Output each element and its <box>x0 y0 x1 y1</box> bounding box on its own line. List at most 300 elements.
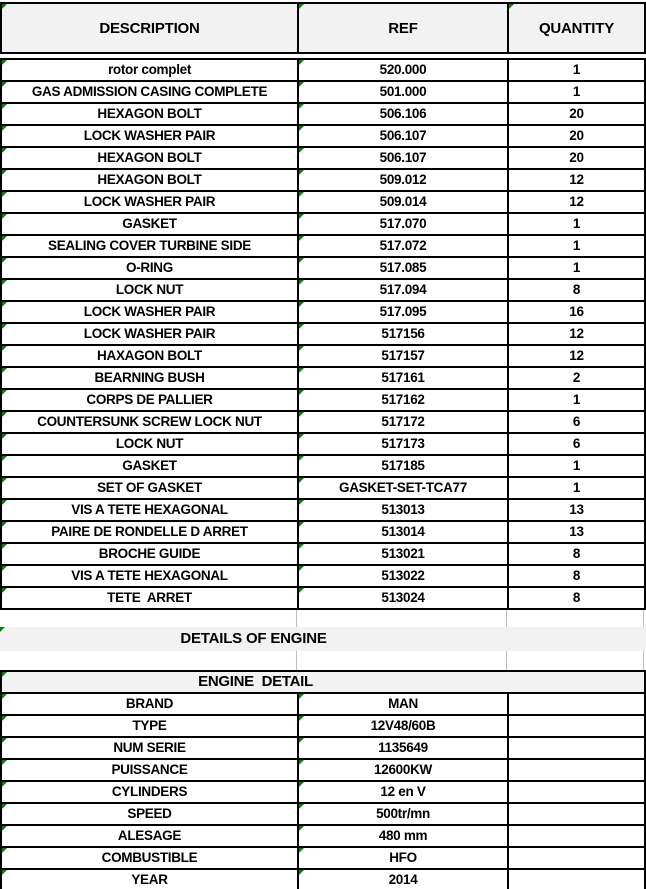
cell-error-indicator-icon <box>509 4 514 9</box>
cell-error-indicator-icon <box>2 148 7 153</box>
table-row <box>1 257 645 279</box>
cell-error-indicator-icon <box>2 346 7 351</box>
ref-text: 509.012 <box>379 172 427 187</box>
description-cell[interactable] <box>1 301 298 323</box>
engine-empty-cell[interactable] <box>508 715 645 737</box>
engine-value-cell[interactable] <box>298 825 508 847</box>
engine-label-text: COMBUSTIBLE <box>101 850 198 865</box>
ref-cell[interactable] <box>298 125 508 147</box>
description-text: COUNTERSUNK SCREW LOCK NUT <box>37 414 262 429</box>
quantity-text: 20 <box>569 106 584 121</box>
engine-empty-cell[interactable] <box>508 803 645 825</box>
quantity-cell[interactable] <box>508 147 645 169</box>
ref-cell[interactable] <box>298 81 508 103</box>
gridline <box>643 610 644 627</box>
engine-label-cell[interactable] <box>1 803 298 825</box>
engine-value-cell[interactable] <box>298 715 508 737</box>
ref-text: 513014 <box>381 524 425 539</box>
description-text: PAIRE DE RONDELLE D ARRET <box>51 524 248 539</box>
ref-cell[interactable] <box>298 345 508 367</box>
ref-cell[interactable] <box>298 323 508 345</box>
ref-cell[interactable] <box>298 565 508 587</box>
cell-error-indicator-icon <box>2 104 7 109</box>
cell-error-indicator-icon <box>299 738 304 743</box>
quantity-cell[interactable] <box>508 477 645 499</box>
engine-value-text: 480 mm <box>378 828 428 843</box>
engine-label-text: NUM SERIE <box>113 740 186 755</box>
gridline <box>506 610 507 627</box>
engine-value-text: 12V48/60B <box>370 718 436 733</box>
quantity-text: 8 <box>572 568 581 583</box>
quantity-text: 8 <box>572 282 581 297</box>
header-cell-description[interactable] <box>1 3 298 53</box>
cell-error-indicator-icon <box>2 4 7 9</box>
quantity-cell[interactable] <box>508 565 645 587</box>
cell-error-indicator-icon <box>299 280 304 285</box>
quantity-text: 13 <box>569 524 584 539</box>
description-cell[interactable] <box>1 499 298 521</box>
engine-value-cell[interactable] <box>298 759 508 781</box>
cell-error-indicator-icon <box>2 566 7 571</box>
table-row <box>1 543 645 565</box>
engine-table-title-cell[interactable] <box>1 671 645 693</box>
ref-text: 517.070 <box>379 216 427 231</box>
cell-error-indicator-icon <box>299 716 304 721</box>
cell-error-indicator-icon <box>299 588 304 593</box>
quantity-cell[interactable] <box>508 103 645 125</box>
ref-cell[interactable] <box>298 279 508 301</box>
banner-title: DETAILS OF ENGINE <box>180 630 327 647</box>
table-row <box>1 191 645 213</box>
table-row <box>1 169 645 191</box>
engine-table-title-row <box>1 671 645 693</box>
ref-cell[interactable] <box>298 147 508 169</box>
ref-text: 517161 <box>381 370 425 385</box>
cell-error-indicator-icon <box>299 566 304 571</box>
engine-label-text: BRAND <box>125 696 174 711</box>
cell-error-indicator-icon <box>299 390 304 395</box>
quantity-cell[interactable] <box>508 125 645 147</box>
description-text: SET OF GASKET <box>97 480 202 495</box>
ref-cell[interactable] <box>298 543 508 565</box>
table-row <box>1 367 645 389</box>
table-row <box>1 103 645 125</box>
cell-error-indicator-icon <box>299 324 304 329</box>
cell-error-indicator-icon <box>299 804 304 809</box>
table-row <box>1 213 645 235</box>
cell-error-indicator-icon <box>2 126 7 131</box>
engine-label-cell[interactable] <box>1 693 298 715</box>
quantity-cell[interactable] <box>508 345 645 367</box>
description-cell[interactable] <box>1 279 298 301</box>
quantity-cell[interactable] <box>508 411 645 433</box>
ref-cell[interactable] <box>298 389 508 411</box>
engine-row <box>1 693 645 715</box>
table-row <box>1 389 645 411</box>
quantity-text: 6 <box>572 414 581 429</box>
description-cell[interactable] <box>1 565 298 587</box>
cell-error-indicator-icon <box>299 302 304 307</box>
engine-row <box>1 825 645 847</box>
engine-value-text: MAN <box>388 696 418 711</box>
description-cell[interactable] <box>1 235 298 257</box>
ref-cell[interactable] <box>298 235 508 257</box>
description-text: LOCK WASHER PAIR <box>83 194 216 209</box>
cell-error-indicator-icon <box>299 214 304 219</box>
engine-label-cell[interactable] <box>1 825 298 847</box>
gridline <box>643 651 644 670</box>
quantity-cell[interactable] <box>508 191 645 213</box>
engine-row <box>1 847 645 869</box>
table-row <box>1 125 645 147</box>
cell-error-indicator-icon <box>299 848 304 853</box>
cell-error-indicator-icon <box>299 500 304 505</box>
cell-error-indicator-icon <box>299 544 304 549</box>
grid-spacer-row <box>0 651 646 670</box>
ref-text: 517172 <box>381 414 425 429</box>
engine-empty-cell[interactable] <box>508 693 645 715</box>
cell-error-indicator-icon <box>299 522 304 527</box>
engine-value-text: HFO <box>389 850 417 865</box>
description-text: LOCK NUT <box>115 282 184 297</box>
cell-error-indicator-icon <box>299 82 304 87</box>
description-cell[interactable] <box>1 191 298 213</box>
cell-error-indicator-icon <box>299 760 304 765</box>
header-label: DESCRIPTION <box>99 19 200 37</box>
ref-text: 517.072 <box>379 238 427 253</box>
engine-empty-cell[interactable] <box>508 847 645 869</box>
quantity-cell[interactable] <box>508 257 645 279</box>
engine-label-cell[interactable] <box>1 715 298 737</box>
description-cell[interactable] <box>1 411 298 433</box>
cell-error-indicator-icon <box>2 434 7 439</box>
description-text: GASKET <box>122 216 177 231</box>
cell-error-indicator-icon <box>299 694 304 699</box>
description-cell[interactable] <box>1 103 298 125</box>
ref-text: 506.106 <box>379 106 427 121</box>
ref-text: 517185 <box>381 458 425 473</box>
cell-error-indicator-icon <box>2 500 7 505</box>
ref-cell[interactable] <box>298 477 508 499</box>
cell-error-indicator-icon <box>299 434 304 439</box>
quantity-text: 12 <box>569 326 584 341</box>
cell-error-indicator-icon <box>2 870 7 875</box>
quantity-text: 20 <box>569 150 584 165</box>
gridline <box>296 610 297 627</box>
cell-error-indicator-icon <box>299 456 304 461</box>
cell-error-indicator-icon <box>2 694 7 699</box>
table-row <box>1 301 645 323</box>
engine-row <box>1 781 645 803</box>
engine-label-cell[interactable] <box>1 737 298 759</box>
ref-cell[interactable] <box>298 367 508 389</box>
quantity-text: 1 <box>572 260 581 275</box>
cell-error-indicator-icon <box>299 60 304 65</box>
ref-cell[interactable] <box>298 499 508 521</box>
cell-error-indicator-icon <box>2 826 7 831</box>
ref-cell[interactable] <box>298 587 508 609</box>
cell-error-indicator-icon <box>2 588 7 593</box>
description-cell[interactable] <box>1 169 298 191</box>
description-cell[interactable] <box>1 455 298 477</box>
cell-error-indicator-icon <box>299 478 304 483</box>
quantity-text: 6 <box>572 436 581 451</box>
engine-empty-cell[interactable] <box>508 869 645 889</box>
engine-value-text: 500tr/mn <box>376 806 430 821</box>
ref-text: 501.000 <box>379 84 427 99</box>
ref-text: 517157 <box>381 348 425 363</box>
description-cell[interactable] <box>1 477 298 499</box>
description-text: HEXAGON BOLT <box>97 172 202 187</box>
ref-cell[interactable] <box>298 191 508 213</box>
quantity-text: 1 <box>572 480 581 495</box>
quantity-text: 20 <box>569 128 584 143</box>
engine-empty-cell[interactable] <box>508 825 645 847</box>
cell-error-indicator-icon <box>2 848 7 853</box>
cell-error-indicator-icon <box>299 782 304 787</box>
engine-row <box>1 737 645 759</box>
cell-error-indicator-icon <box>299 412 304 417</box>
table-row <box>1 235 645 257</box>
ref-text: 509.014 <box>379 194 427 209</box>
description-cell[interactable] <box>1 257 298 279</box>
engine-label-text: PUISSANCE <box>111 762 188 777</box>
cell-error-indicator-icon <box>2 258 7 263</box>
engine-row <box>1 715 645 737</box>
cell-error-indicator-icon <box>2 280 7 285</box>
quantity-text: 8 <box>572 590 581 605</box>
description-text: HEXAGON BOLT <box>97 150 202 165</box>
parts-table <box>0 58 646 610</box>
cell-error-indicator-icon <box>2 738 7 743</box>
ref-cell[interactable] <box>298 411 508 433</box>
quantity-text: 1 <box>572 84 581 99</box>
ref-text: GASKET-SET-TCA77 <box>339 480 467 495</box>
engine-row <box>1 803 645 825</box>
quantity-cell[interactable] <box>508 279 645 301</box>
parts-table-header <box>0 2 646 54</box>
ref-cell[interactable] <box>298 257 508 279</box>
quantity-text: 1 <box>572 238 581 253</box>
quantity-cell[interactable] <box>508 433 645 455</box>
ref-cell[interactable] <box>298 521 508 543</box>
ref-cell[interactable] <box>298 59 508 81</box>
quantity-cell[interactable] <box>508 59 645 81</box>
quantity-cell[interactable] <box>508 587 645 609</box>
header-label: REF <box>388 19 418 37</box>
table-row <box>1 59 645 81</box>
description-cell[interactable] <box>1 147 298 169</box>
table-row <box>1 433 645 455</box>
engine-table-title: ENGINE DETAIL <box>198 673 313 690</box>
quantity-cell[interactable] <box>508 455 645 477</box>
engine-label-cell[interactable] <box>1 781 298 803</box>
table-row <box>1 477 645 499</box>
engine-empty-cell[interactable] <box>508 781 645 803</box>
table-row <box>1 345 645 367</box>
quantity-text: 8 <box>572 546 581 561</box>
cell-error-indicator-icon <box>299 170 304 175</box>
quantity-cell[interactable] <box>508 235 645 257</box>
engine-value-cell[interactable] <box>298 737 508 759</box>
ref-cell[interactable] <box>298 433 508 455</box>
header-label: QUANTITY <box>538 19 615 37</box>
quantity-text: 1 <box>572 216 581 231</box>
quantity-cell[interactable] <box>508 389 645 411</box>
description-text: CORPS DE PALLIER <box>86 392 213 407</box>
description-cell[interactable] <box>1 81 298 103</box>
description-text: VIS A TETE HEXAGONAL <box>71 502 228 517</box>
cell-error-indicator-icon <box>299 258 304 263</box>
description-text: BEARNING BUSH <box>94 370 205 385</box>
cell-error-indicator-icon <box>2 60 7 65</box>
engine-label-text: CYLINDERS <box>111 784 188 799</box>
header-cell-ref[interactable] <box>298 3 508 53</box>
engine-row <box>1 759 645 781</box>
quantity-cell[interactable] <box>508 81 645 103</box>
description-text: O-RING <box>126 260 173 275</box>
description-cell[interactable] <box>1 367 298 389</box>
quantity-cell[interactable] <box>508 213 645 235</box>
cell-error-indicator-icon <box>2 412 7 417</box>
cell-error-indicator-icon <box>299 368 304 373</box>
description-cell[interactable] <box>1 59 298 81</box>
cell-error-indicator-icon <box>299 104 304 109</box>
cell-error-indicator-icon <box>299 4 304 9</box>
quantity-cell[interactable] <box>508 169 645 191</box>
cell-error-indicator-icon <box>2 368 7 373</box>
engine-label-text: TYPE <box>132 718 167 733</box>
description-text: HAXAGON BOLT <box>97 348 202 363</box>
ref-text: 517162 <box>381 392 425 407</box>
details-of-engine-banner[interactable] <box>0 627 646 651</box>
engine-value-cell[interactable] <box>298 693 508 715</box>
quantity-text: 16 <box>569 304 584 319</box>
table-row <box>1 587 645 609</box>
ref-text: 513024 <box>381 590 425 605</box>
table-row <box>1 411 645 433</box>
engine-value-cell[interactable] <box>298 847 508 869</box>
description-text: BROCHE GUIDE <box>98 546 201 561</box>
ref-cell[interactable] <box>298 301 508 323</box>
description-text: LOCK NUT <box>115 436 184 451</box>
cell-error-indicator-icon <box>2 456 7 461</box>
description-cell[interactable] <box>1 323 298 345</box>
description-text: SEALING COVER TURBINE SIDE <box>48 238 251 253</box>
engine-value-cell[interactable] <box>298 869 508 889</box>
ref-text: 520.000 <box>379 62 427 77</box>
description-cell[interactable] <box>1 345 298 367</box>
cell-error-indicator-icon <box>299 346 304 351</box>
description-cell[interactable] <box>1 389 298 411</box>
engine-label-text: ALESAGE <box>117 828 182 843</box>
cell-error-indicator-icon <box>299 826 304 831</box>
description-text: GAS ADMISSION CASING COMPLETE <box>31 84 268 99</box>
engine-label-cell[interactable] <box>1 869 298 889</box>
cell-error-indicator-icon <box>299 192 304 197</box>
engine-empty-cell[interactable] <box>508 759 645 781</box>
quantity-cell[interactable] <box>508 301 645 323</box>
quantity-cell[interactable] <box>508 543 645 565</box>
description-cell[interactable] <box>1 587 298 609</box>
table-row <box>1 279 645 301</box>
quantity-cell[interactable] <box>508 367 645 389</box>
cell-error-indicator-icon <box>299 236 304 241</box>
quantity-text: 1 <box>572 62 581 77</box>
engine-value-cell[interactable] <box>298 781 508 803</box>
cell-error-indicator-icon <box>2 192 7 197</box>
description-text: VIS A TETE HEXAGONAL <box>71 568 228 583</box>
description-text: LOCK WASHER PAIR <box>83 304 216 319</box>
table-row <box>1 81 645 103</box>
ref-cell[interactable] <box>298 169 508 191</box>
description-cell[interactable] <box>1 433 298 455</box>
ref-text: 506.107 <box>379 128 427 143</box>
gridline <box>296 651 297 670</box>
cell-error-indicator-icon <box>2 522 7 527</box>
engine-value-cell[interactable] <box>298 803 508 825</box>
quantity-text: 1 <box>572 392 581 407</box>
quantity-cell[interactable] <box>508 323 645 345</box>
header-cell-quantity[interactable] <box>508 3 645 53</box>
ref-text: 517.094 <box>379 282 427 297</box>
table-row <box>1 565 645 587</box>
engine-value-text: 2014 <box>388 872 418 887</box>
cell-error-indicator-icon <box>2 782 7 787</box>
cell-error-indicator-icon <box>2 170 7 175</box>
cell-error-indicator-icon <box>2 324 7 329</box>
description-cell[interactable] <box>1 543 298 565</box>
description-text: LOCK WASHER PAIR <box>83 326 216 341</box>
cell-error-indicator-icon <box>2 214 7 219</box>
quantity-text: 1 <box>572 458 581 473</box>
ref-cell[interactable] <box>298 213 508 235</box>
engine-row <box>1 869 645 889</box>
quantity-cell[interactable] <box>508 499 645 521</box>
description-cell[interactable] <box>1 213 298 235</box>
quantity-text: 12 <box>569 194 584 209</box>
gridline <box>506 651 507 670</box>
description-text: LOCK WASHER PAIR <box>83 128 216 143</box>
cell-error-indicator-icon <box>2 390 7 395</box>
engine-value-text: 12600KW <box>374 762 432 777</box>
description-text: GASKET <box>122 458 177 473</box>
cell-error-indicator-icon <box>2 302 7 307</box>
description-cell[interactable] <box>1 521 298 543</box>
cell-error-indicator-icon <box>2 760 7 765</box>
ref-text: 506.107 <box>379 150 427 165</box>
ref-cell[interactable] <box>298 455 508 477</box>
table-row <box>1 455 645 477</box>
quantity-text: 12 <box>569 172 584 187</box>
cell-error-indicator-icon <box>2 82 7 87</box>
cell-error-indicator-icon <box>299 148 304 153</box>
description-text: HEXAGON BOLT <box>97 106 202 121</box>
ref-text: 517.095 <box>379 304 427 319</box>
ref-cell[interactable] <box>298 103 508 125</box>
parts-header-row <box>1 3 645 53</box>
quantity-cell[interactable] <box>508 521 645 543</box>
cell-error-indicator-icon <box>299 870 304 875</box>
table-row <box>1 147 645 169</box>
engine-label-cell[interactable] <box>1 847 298 869</box>
description-cell[interactable] <box>1 125 298 147</box>
engine-label-cell[interactable] <box>1 759 298 781</box>
grid-spacer-row <box>0 610 646 627</box>
ref-text: 513013 <box>381 502 425 517</box>
description-text: TETE ARRET <box>107 590 192 605</box>
engine-empty-cell[interactable] <box>508 737 645 759</box>
